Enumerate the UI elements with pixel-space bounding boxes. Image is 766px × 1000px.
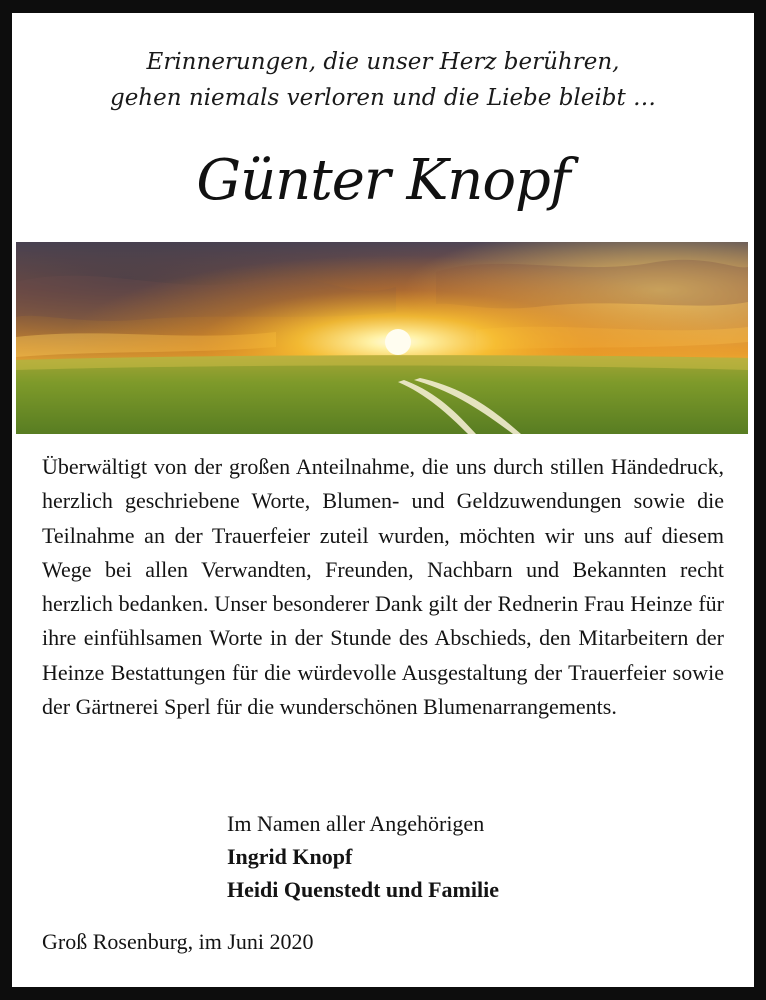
obituary-notice: [13, 14, 753, 986]
place-and-date: Groß Rosenburg, im Juni 2020: [42, 929, 314, 954]
signature-name-2: Heidi Quenstedt und Familie: [227, 877, 499, 902]
quote-line-2: gehen niemals verloren und die Liebe bleibt …: [109, 85, 657, 111]
memorial-quote: [13, 44, 753, 116]
sunset-landscape-graphic: [16, 242, 748, 434]
deceased-name: Günter Knopf: [196, 148, 570, 213]
signature-name-1: Ingrid Knopf: [227, 844, 353, 869]
signature-intro: Im Namen aller Angehörigen: [227, 811, 485, 836]
sunset-field-image: [16, 242, 748, 434]
thank-you-text: Überwältigt von der großen Anteilnahme, die uns durch stillen Händedruck, herzlich geschriebene Worte, Blumen- und Geldzuwendungen sowie die Teilnahme an der Trauerfeier zuteil wurden, möchten wir uns auf diesem Wege bei allen Verwandten, Freunden, Nachbarn und Bekannten recht herzlich bedanken. Unser besonderer Dank gilt der Rednerin Frau Heinze für ihre einfühlsamen Worte in der Stunde des Abschieds, den Mitarbeitern der Heinze Bestattungen für die würdevolle Ausgestaltung der Trauerfeier sowie der Gärtnerei Sperl für die wunderschönen Blumenarrangements.: [42, 454, 724, 720]
quote-line-1: Erinnerungen, die unser Herz berühren,: [146, 49, 620, 75]
signature-block: [227, 807, 499, 906]
